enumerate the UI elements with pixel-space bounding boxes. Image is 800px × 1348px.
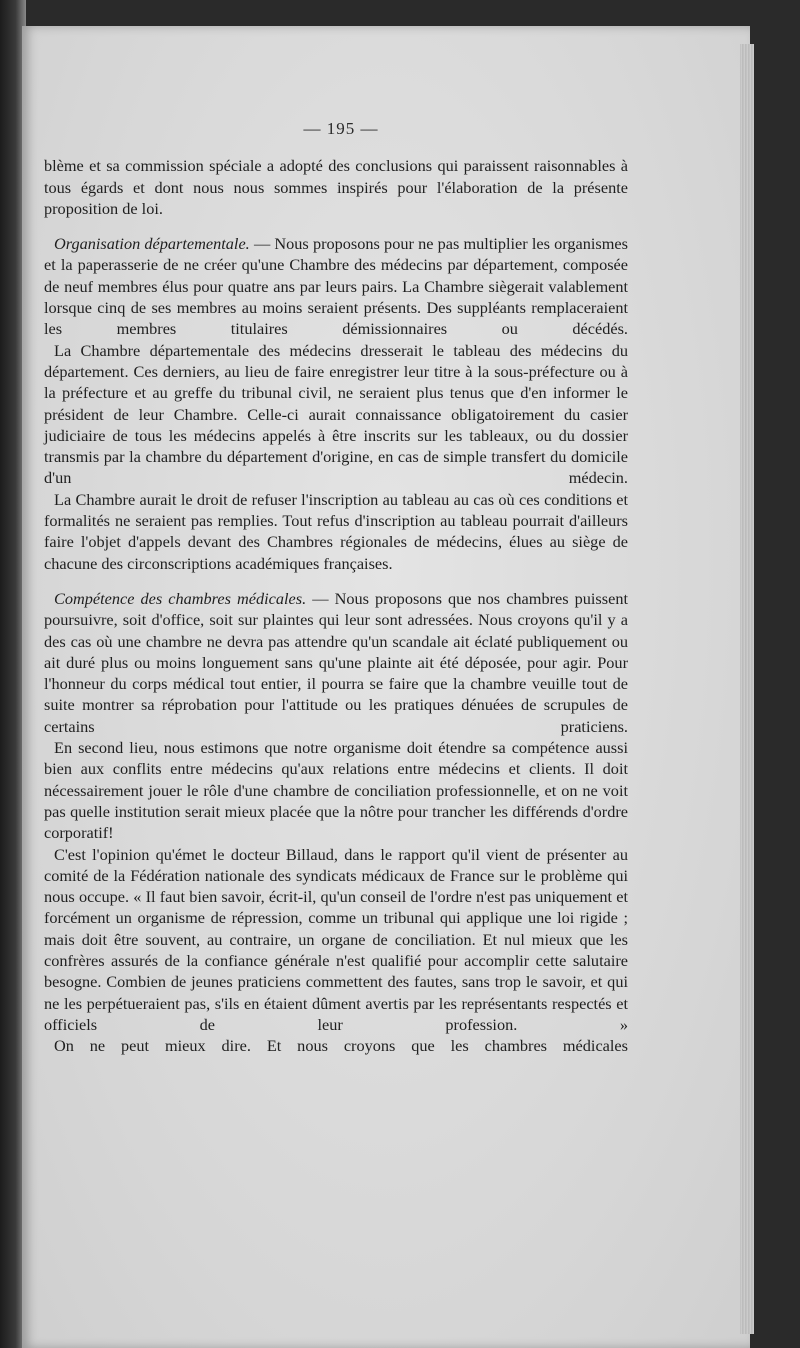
- page-fore-edge: [740, 44, 754, 1334]
- paragraph-8: [44, 1035, 628, 1056]
- paragraph-2: [44, 233, 628, 339]
- page-text: [44, 118, 628, 1056]
- paragraph-text: La Chambre départementale des médecins dresserait le tableau des médecins du département. Ces derniers, au lieu de faire enregistrer leur titre à la sous-préfecture ou à la préfecture et au greffe du tribunal civil, ne seraient plus tenus que d'en informer le président de leur Chambre. Celle-ci aurait connaissance obligatoirement du casier judiciaire de tous les médecins appelés à être inscrits sur les tableaux, ou du dossier transmis par la chambre du département d'origine, en cas de simple transfert du domicile d'un médecin.: [44, 340, 628, 488]
- paragraph-text: — Nous proposons pour ne pas multiplier les organismes et la paperasserie de ne créer qu'une Chambre des médecins par département, composée de neuf membres élus pour quatre ans par leurs pairs. La Chambre siègerait valablement lorsque cinq de ses membres au moins seraient présents. Des suppléants remplaceraient les membres titulaires démissionnaires ou décédés.: [44, 234, 628, 339]
- paragraph-6: [44, 737, 628, 843]
- paragraph-4: [44, 489, 628, 574]
- paragraph-text: C'est l'opinion qu'émet le docteur Billaud, dans le rapport qu'il vient de présenter au comité de la Fédération nationale des syndicats médicaux de France sur le problème qui nous occupe. « Il faut bien savoir, écrit-il, qu'un conseil de l'ordre n'est pas uniquement et forcément un organisme de répression, comme un tribunal qui applique une loi rigide ; mais doit être souvent, au contraire, un organe de conciliation. Et nul mieux que les confrères assurés de la confiance générale n'est qualifié pour accomplir cette salutaire besogne. Combien de jeunes praticiens commettent des fautes, sans trop le savoir, et qui ne les perpétueraient pas, s'ils en étaient dûment avertis par les représentants respectés et officiels de leur profession. »: [44, 844, 628, 1034]
- paragraph-text: En second lieu, nous estimons que notre organisme doit étendre sa compétence aussi bien aux conflits entre médecins qu'aux relations entre médecins et clients. Il doit nécessairement jouer le rôle d'une chambre de conciliation professionnelle, et on ne voit pas quelle institution serait mieux placée que la nôtre pour trancher les différends d'ordre corporatif!: [44, 738, 628, 843]
- paragraph-3: [44, 340, 628, 489]
- paragraph-text: La Chambre aurait le droit de refuser l'inscription au tableau au cas où ces conditions et formalités ne seraient pas remplies. Tout refus d'inscription au tableau pourrait d'ailleurs faire l'objet d'appels devant des Chambres régionales de médecins, élues au siège de chacune des circonscriptions académiques françaises.: [44, 489, 628, 573]
- page-number: — 195 —: [303, 119, 379, 138]
- paragraph-5: [44, 588, 628, 737]
- paragraph-7: [44, 844, 628, 1036]
- paragraph-text: On ne peut mieux dire. Et nous croyons que les chambres médicales: [54, 1036, 628, 1056]
- paragraph-text: — Nous proposons que nos chambres puissent poursuivre, soit d'office, soit sur plaintes qui leur sont adressées. Nous croyons qu'il y a des cas où une chambre ne devra pas attendre qu'un scandale ait éclaté publiquement ou ait duré plus ou moins longuement sans qu'une plainte ait été déposée, pour agir. Pour l'honneur du corps médical tout entier, il pourra se faire que la chambre veuille tout de suite montrer sa réprobation pour l'attitude ou les pratiques dénuées de scrupules de certains praticiens.: [44, 588, 628, 736]
- paragraph-text: blème et sa commission spéciale a adopté des conclusions qui paraissent raisonnables à tous égards et dont nous nous sommes inspirés pour l'élaboration de la présente proposition de loi.: [44, 156, 628, 218]
- section-heading: Compétence des chambres médicales.: [54, 588, 307, 608]
- paragraph-1: [44, 155, 628, 219]
- section-heading: Organisation départementale.: [54, 234, 250, 254]
